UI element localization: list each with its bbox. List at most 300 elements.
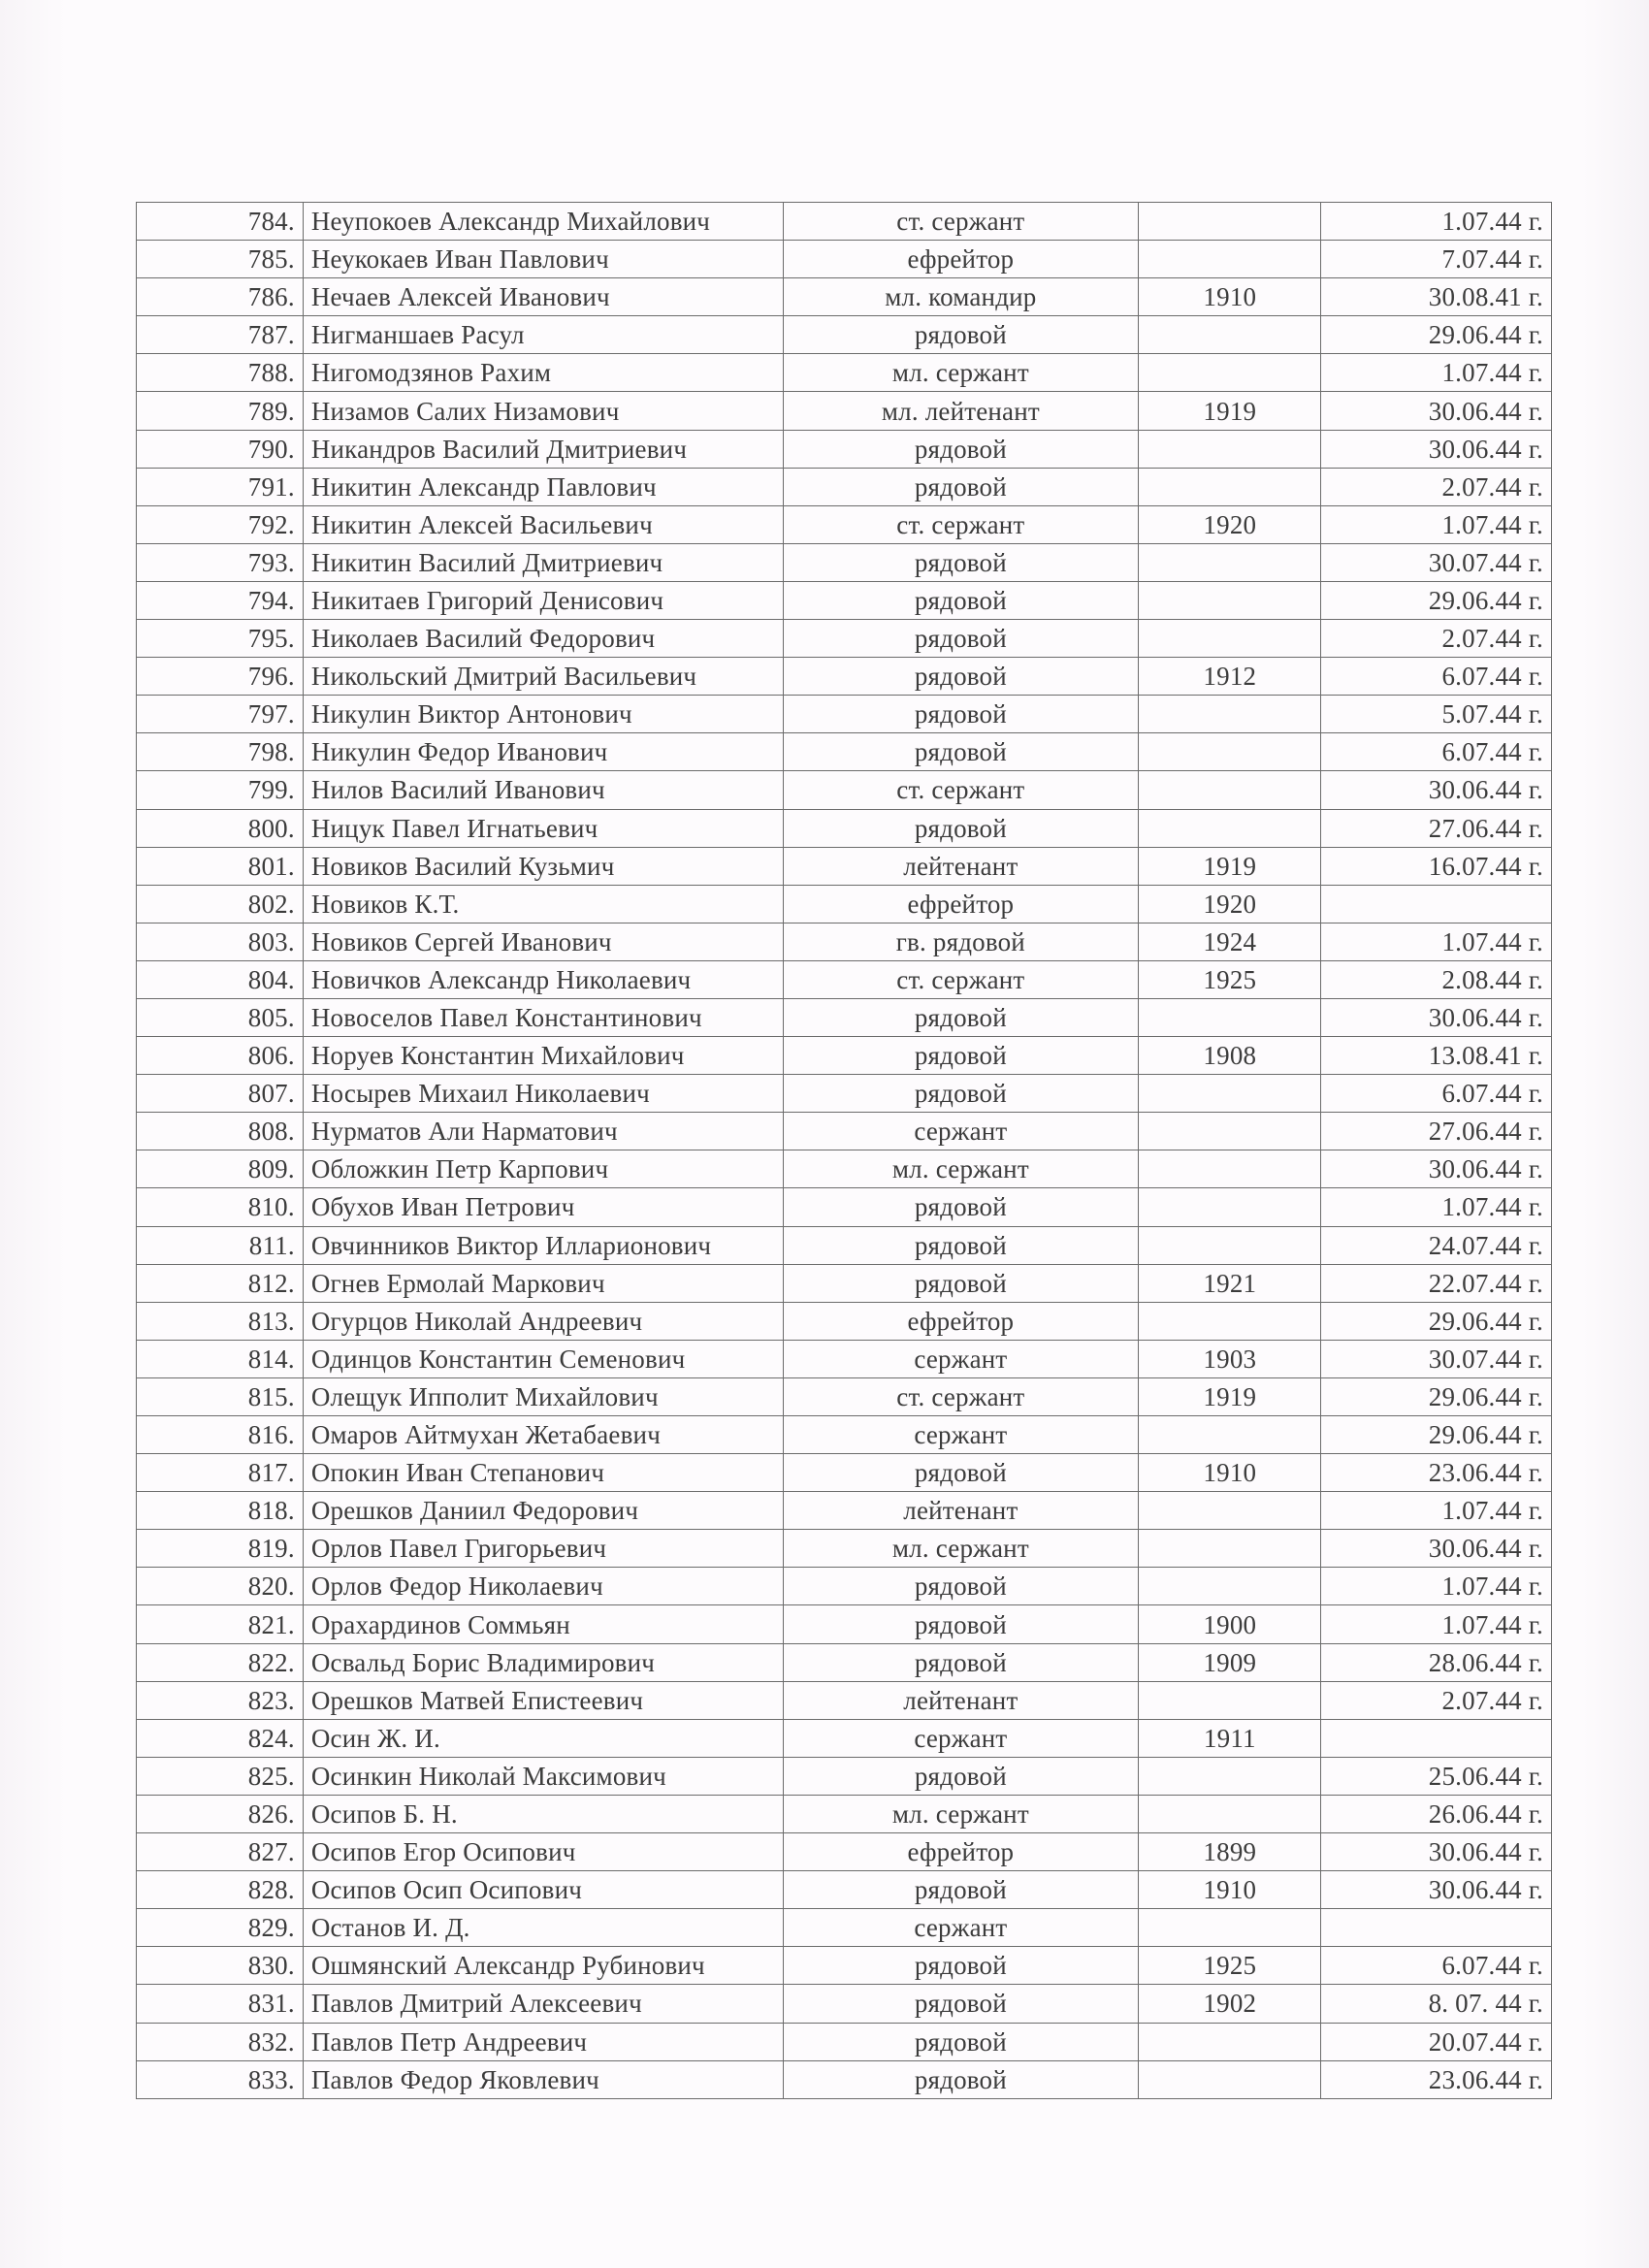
birth-year — [1139, 1530, 1321, 1568]
military-rank: сержант — [783, 1113, 1139, 1150]
person-name: Нечаев Алексей Иванович — [303, 278, 783, 316]
table-row — [137, 354, 1552, 392]
birth-year — [1139, 468, 1321, 505]
row-number: 809. — [137, 1150, 304, 1188]
date-cell: 27.06.44 г. — [1321, 809, 1552, 847]
row-number: 824. — [137, 1719, 304, 1757]
birth-year — [1139, 1188, 1321, 1226]
date-cell: 2.08.44 г. — [1321, 960, 1552, 998]
person-name: Никулин Федор Иванович — [303, 733, 783, 771]
birth-year — [1139, 733, 1321, 771]
birth-year: 1920 — [1139, 505, 1321, 543]
table-row — [137, 1492, 1552, 1530]
military-rank: ефрейтор — [783, 885, 1139, 923]
row-number: 791. — [137, 468, 304, 505]
table-row — [137, 847, 1552, 885]
military-rank: сержант — [783, 1416, 1139, 1454]
birth-year — [1139, 1568, 1321, 1605]
date-cell: 30.07.44 г. — [1321, 543, 1552, 581]
birth-year: 1919 — [1139, 392, 1321, 430]
row-number: 785. — [137, 241, 304, 278]
table-row — [137, 203, 1552, 241]
row-number: 790. — [137, 430, 304, 468]
date-cell: 24.07.44 г. — [1321, 1226, 1552, 1264]
table-row — [137, 998, 1552, 1036]
person-name: Осин Ж. И. — [303, 1719, 783, 1757]
table-row — [137, 1681, 1552, 1719]
birth-year: 1910 — [1139, 1871, 1321, 1909]
row-number: 788. — [137, 354, 304, 392]
row-number: 804. — [137, 960, 304, 998]
date-cell: 6.07.44 г. — [1321, 1075, 1552, 1113]
birth-year — [1139, 1795, 1321, 1832]
birth-year — [1139, 581, 1321, 619]
person-name: Огнев Ермолай Маркович — [303, 1264, 783, 1302]
person-name: Нилов Василий Иванович — [303, 771, 783, 809]
date-cell: 2.07.44 г. — [1321, 468, 1552, 505]
table-row — [137, 1909, 1552, 1947]
row-number: 794. — [137, 581, 304, 619]
table-row — [137, 1605, 1552, 1643]
birth-year — [1139, 354, 1321, 392]
table-row — [137, 241, 1552, 278]
birth-year — [1139, 1226, 1321, 1264]
date-cell: 13.08.41 г. — [1321, 1037, 1552, 1075]
military-rank: рядовой — [783, 696, 1139, 733]
date-cell: 30.06.44 г. — [1321, 392, 1552, 430]
date-cell: 30.06.44 г. — [1321, 430, 1552, 468]
person-name: Олещук Ипполит Михайлович — [303, 1377, 783, 1415]
person-name: Никитаев Григорий Денисович — [303, 581, 783, 619]
table-row — [137, 505, 1552, 543]
person-name: Никитин Алексей Васильевич — [303, 505, 783, 543]
row-number: 805. — [137, 998, 304, 1036]
date-cell — [1321, 885, 1552, 923]
military-rank: лейтенант — [783, 1681, 1139, 1719]
row-number: 787. — [137, 316, 304, 354]
row-number: 795. — [137, 620, 304, 658]
row-number: 786. — [137, 278, 304, 316]
person-name: Носырев Михаил Николаевич — [303, 1075, 783, 1113]
person-name: Павлов Дмитрий Алексеевич — [303, 1985, 783, 2023]
row-number: 832. — [137, 2023, 304, 2060]
birth-year: 1925 — [1139, 960, 1321, 998]
table-row — [137, 1757, 1552, 1795]
row-number: 828. — [137, 1871, 304, 1909]
military-rank: ефрейтор — [783, 1302, 1139, 1340]
date-cell: 30.08.41 г. — [1321, 278, 1552, 316]
military-rank: рядовой — [783, 1605, 1139, 1643]
table-row — [137, 430, 1552, 468]
person-name: Ницук Павел Игнатьевич — [303, 809, 783, 847]
row-number: 806. — [137, 1037, 304, 1075]
person-name: Новиков К.Т. — [303, 885, 783, 923]
person-name: Никулин Виктор Антонович — [303, 696, 783, 733]
table-row — [137, 1530, 1552, 1568]
birth-year: 1925 — [1139, 1947, 1321, 1985]
date-cell: 29.06.44 г. — [1321, 1377, 1552, 1415]
birth-year: 1912 — [1139, 658, 1321, 696]
table-row — [137, 1150, 1552, 1188]
military-rank: сержант — [783, 1340, 1139, 1377]
military-rank: ст. сержант — [783, 1377, 1139, 1415]
row-number: 823. — [137, 1681, 304, 1719]
table-row — [137, 620, 1552, 658]
birth-year — [1139, 1113, 1321, 1150]
row-number: 807. — [137, 1075, 304, 1113]
person-name: Никольский Дмитрий Васильевич — [303, 658, 783, 696]
table-row — [137, 1833, 1552, 1871]
table-row — [137, 278, 1552, 316]
military-rank: рядовой — [783, 1454, 1139, 1492]
table-row — [137, 468, 1552, 505]
person-name: Низамов Салих Низамович — [303, 392, 783, 430]
date-cell: 1.07.44 г. — [1321, 1605, 1552, 1643]
date-cell: 30.06.44 г. — [1321, 1150, 1552, 1188]
row-number: 796. — [137, 658, 304, 696]
military-rank: мл. сержант — [783, 1150, 1139, 1188]
date-cell: 1.07.44 г. — [1321, 505, 1552, 543]
birth-year — [1139, 2023, 1321, 2060]
person-name: Обложкин Петр Карпович — [303, 1150, 783, 1188]
table-row — [137, 1113, 1552, 1150]
military-rank: гв. рядовой — [783, 923, 1139, 960]
date-cell: 30.07.44 г. — [1321, 1340, 1552, 1377]
military-rank: рядовой — [783, 658, 1139, 696]
person-name: Огурцов Николай Андреевич — [303, 1302, 783, 1340]
birth-year: 1911 — [1139, 1719, 1321, 1757]
row-number: 829. — [137, 1909, 304, 1947]
military-rank: ст. сержант — [783, 960, 1139, 998]
military-rank: рядовой — [783, 543, 1139, 581]
date-cell: 6.07.44 г. — [1321, 1947, 1552, 1985]
birth-year — [1139, 316, 1321, 354]
birth-year — [1139, 543, 1321, 581]
row-number: 792. — [137, 505, 304, 543]
date-cell: 29.06.44 г. — [1321, 1302, 1552, 1340]
person-name: Орешков Даниил Федорович — [303, 1492, 783, 1530]
table-row — [137, 1947, 1552, 1985]
date-cell: 30.06.44 г. — [1321, 1833, 1552, 1871]
row-number: 801. — [137, 847, 304, 885]
person-name: Николаев Василий Федорович — [303, 620, 783, 658]
birth-year — [1139, 430, 1321, 468]
table-row — [137, 923, 1552, 960]
person-name: Ошмянский Александр Рубинович — [303, 1947, 783, 1985]
military-rank: рядовой — [783, 2023, 1139, 2060]
date-cell: 30.06.44 г. — [1321, 771, 1552, 809]
table-row — [137, 392, 1552, 430]
row-number: 827. — [137, 1833, 304, 1871]
table-row — [137, 1302, 1552, 1340]
date-cell: 29.06.44 г. — [1321, 581, 1552, 619]
military-rank: рядовой — [783, 1264, 1139, 1302]
date-cell: 1.07.44 г. — [1321, 1188, 1552, 1226]
table-row — [137, 771, 1552, 809]
military-rank: мл. сержант — [783, 354, 1139, 392]
row-number: 831. — [137, 1985, 304, 2023]
row-number: 802. — [137, 885, 304, 923]
person-name: Никитин Василий Дмитриевич — [303, 543, 783, 581]
person-name: Одинцов Константин Семенович — [303, 1340, 783, 1377]
person-name: Неукокаев Иван Павлович — [303, 241, 783, 278]
date-cell: 29.06.44 г. — [1321, 1416, 1552, 1454]
military-rank: ст. сержант — [783, 203, 1139, 241]
birth-year — [1139, 1416, 1321, 1454]
date-cell — [1321, 1909, 1552, 1947]
military-rank: рядовой — [783, 620, 1139, 658]
military-rank: мл. сержант — [783, 1795, 1139, 1832]
row-number: 811. — [137, 1226, 304, 1264]
row-number: 822. — [137, 1643, 304, 1681]
person-name: Никитин Александр Павлович — [303, 468, 783, 505]
date-cell: 30.06.44 г. — [1321, 1530, 1552, 1568]
person-name: Осипов Егор Осипович — [303, 1833, 783, 1871]
military-rank: рядовой — [783, 1188, 1139, 1226]
table-row — [137, 696, 1552, 733]
row-number: 789. — [137, 392, 304, 430]
military-rank: сержант — [783, 1909, 1139, 1947]
person-name: Орлов Павел Григорьевич — [303, 1530, 783, 1568]
row-number: 814. — [137, 1340, 304, 1377]
birth-year: 1910 — [1139, 278, 1321, 316]
person-name: Овчинников Виктор Илларионович — [303, 1226, 783, 1264]
row-number: 820. — [137, 1568, 304, 1605]
birth-year: 1919 — [1139, 847, 1321, 885]
military-rank: сержант — [783, 1719, 1139, 1757]
table-row — [137, 885, 1552, 923]
row-number: 821. — [137, 1605, 304, 1643]
table-row — [137, 1340, 1552, 1377]
military-rank: рядовой — [783, 1871, 1139, 1909]
person-name: Омаров Айтмухан Жетабаевич — [303, 1416, 783, 1454]
table-row — [137, 2060, 1552, 2098]
birth-year — [1139, 998, 1321, 1036]
row-number: 799. — [137, 771, 304, 809]
row-number: 825. — [137, 1757, 304, 1795]
row-number: 797. — [137, 696, 304, 733]
date-cell: 1.07.44 г. — [1321, 203, 1552, 241]
military-rank: мл. сержант — [783, 1530, 1139, 1568]
military-rank: мл. командир — [783, 278, 1139, 316]
military-rank: ст. сержант — [783, 771, 1139, 809]
table-row — [137, 1795, 1552, 1832]
table-row — [137, 1985, 1552, 2023]
birth-year: 1903 — [1139, 1340, 1321, 1377]
row-number: 833. — [137, 2060, 304, 2098]
military-rank: рядовой — [783, 1947, 1139, 1985]
military-rank: лейтенант — [783, 1492, 1139, 1530]
birth-year — [1139, 1681, 1321, 1719]
birth-year: 1919 — [1139, 1377, 1321, 1415]
person-name: Орахардинов Соммьян — [303, 1605, 783, 1643]
birth-year — [1139, 2060, 1321, 2098]
date-cell: 22.07.44 г. — [1321, 1264, 1552, 1302]
date-cell: 16.07.44 г. — [1321, 847, 1552, 885]
row-number: 818. — [137, 1492, 304, 1530]
table-row — [137, 733, 1552, 771]
birth-year: 1909 — [1139, 1643, 1321, 1681]
date-cell: 27.06.44 г. — [1321, 1113, 1552, 1150]
military-rank: рядовой — [783, 1985, 1139, 2023]
birth-year: 1920 — [1139, 885, 1321, 923]
row-number: 819. — [137, 1530, 304, 1568]
table-row — [137, 1871, 1552, 1909]
birth-year: 1921 — [1139, 1264, 1321, 1302]
military-rank: рядовой — [783, 1643, 1139, 1681]
person-name: Нигманшаев Расул — [303, 316, 783, 354]
table-row — [137, 1226, 1552, 1264]
date-cell: 30.06.44 г. — [1321, 998, 1552, 1036]
birth-year: 1910 — [1139, 1454, 1321, 1492]
person-name: Павлов Петр Андреевич — [303, 2023, 783, 2060]
date-cell: 1.07.44 г. — [1321, 1568, 1552, 1605]
person-name: Неупокоев Александр Михайлович — [303, 203, 783, 241]
table-row — [137, 658, 1552, 696]
person-name: Осинкин Николай Максимович — [303, 1757, 783, 1795]
date-cell: 8. 07. 44 г. — [1321, 1985, 1552, 2023]
row-number: 813. — [137, 1302, 304, 1340]
date-cell: 25.06.44 г. — [1321, 1757, 1552, 1795]
table-row — [137, 543, 1552, 581]
military-rank: рядовой — [783, 733, 1139, 771]
table-row — [137, 1643, 1552, 1681]
military-rank: рядовой — [783, 809, 1139, 847]
casualty-roster-table — [136, 202, 1552, 2099]
row-number: 810. — [137, 1188, 304, 1226]
person-name: Нигомодзянов Рахим — [303, 354, 783, 392]
military-rank: рядовой — [783, 1568, 1139, 1605]
person-name: Осипов Б. Н. — [303, 1795, 783, 1832]
military-rank: рядовой — [783, 2060, 1139, 2098]
row-number: 817. — [137, 1454, 304, 1492]
military-rank: рядовой — [783, 1075, 1139, 1113]
birth-year — [1139, 1909, 1321, 1947]
table-row — [137, 2023, 1552, 2060]
row-number: 793. — [137, 543, 304, 581]
person-name: Нурматов Али Нарматович — [303, 1113, 783, 1150]
date-cell: 30.06.44 г. — [1321, 1871, 1552, 1909]
date-cell: 26.06.44 г. — [1321, 1795, 1552, 1832]
date-cell: 1.07.44 г. — [1321, 354, 1552, 392]
birth-year: 1900 — [1139, 1605, 1321, 1643]
person-name: Новиков Василий Кузьмич — [303, 847, 783, 885]
person-name: Новичков Александр Николаевич — [303, 960, 783, 998]
date-cell: 23.06.44 г. — [1321, 1454, 1552, 1492]
date-cell: 6.07.44 г. — [1321, 658, 1552, 696]
table-row — [137, 1188, 1552, 1226]
person-name: Останов И. Д. — [303, 1909, 783, 1947]
person-name: Обухов Иван Петрович — [303, 1188, 783, 1226]
military-rank: рядовой — [783, 316, 1139, 354]
military-rank: рядовой — [783, 581, 1139, 619]
table-row — [137, 1264, 1552, 1302]
military-rank: рядовой — [783, 1226, 1139, 1264]
person-name: Освальд Борис Владимирович — [303, 1643, 783, 1681]
row-number: 830. — [137, 1947, 304, 1985]
date-cell: 1.07.44 г. — [1321, 923, 1552, 960]
row-number: 800. — [137, 809, 304, 847]
table-row — [137, 809, 1552, 847]
military-rank: мл. лейтенант — [783, 392, 1139, 430]
birth-year — [1139, 1150, 1321, 1188]
table-row — [137, 1037, 1552, 1075]
row-number: 803. — [137, 923, 304, 960]
date-cell: 7.07.44 г. — [1321, 241, 1552, 278]
date-cell: 6.07.44 г. — [1321, 733, 1552, 771]
birth-year — [1139, 696, 1321, 733]
table-row — [137, 1377, 1552, 1415]
military-rank: рядовой — [783, 468, 1139, 505]
table-row — [137, 960, 1552, 998]
birth-year: 1902 — [1139, 1985, 1321, 2023]
row-number: 784. — [137, 203, 304, 241]
birth-year — [1139, 620, 1321, 658]
birth-year — [1139, 1075, 1321, 1113]
military-rank: лейтенант — [783, 847, 1139, 885]
row-number: 815. — [137, 1377, 304, 1415]
table-row — [137, 1454, 1552, 1492]
birth-year — [1139, 241, 1321, 278]
date-cell — [1321, 1719, 1552, 1757]
birth-year — [1139, 1757, 1321, 1795]
person-name: Никандров Василий Дмитриевич — [303, 430, 783, 468]
date-cell: 20.07.44 г. — [1321, 2023, 1552, 2060]
row-number: 826. — [137, 1795, 304, 1832]
date-cell: 28.06.44 г. — [1321, 1643, 1552, 1681]
military-rank: ефрейтор — [783, 241, 1139, 278]
date-cell: 5.07.44 г. — [1321, 696, 1552, 733]
person-name: Осипов Осип Осипович — [303, 1871, 783, 1909]
person-name: Павлов Федор Яковлевич — [303, 2060, 783, 2098]
date-cell: 2.07.44 г. — [1321, 1681, 1552, 1719]
roster-body — [137, 203, 1552, 2099]
military-rank: ефрейтор — [783, 1833, 1139, 1871]
military-rank: рядовой — [783, 998, 1139, 1036]
person-name: Орлов Федор Николаевич — [303, 1568, 783, 1605]
person-name: Опокин Иван Степанович — [303, 1454, 783, 1492]
date-cell: 23.06.44 г. — [1321, 2060, 1552, 2098]
table-row — [137, 1719, 1552, 1757]
row-number: 798. — [137, 733, 304, 771]
table-row — [137, 581, 1552, 619]
person-name: Орешков Матвей Епистеевич — [303, 1681, 783, 1719]
table-row — [137, 1568, 1552, 1605]
birth-year — [1139, 809, 1321, 847]
military-rank: рядовой — [783, 1757, 1139, 1795]
birth-year — [1139, 1302, 1321, 1340]
person-name: Норуев Константин Михайлович — [303, 1037, 783, 1075]
date-cell: 1.07.44 г. — [1321, 1492, 1552, 1530]
table-row — [137, 316, 1552, 354]
person-name: Новиков Сергей Иванович — [303, 923, 783, 960]
birth-year: 1908 — [1139, 1037, 1321, 1075]
birth-year — [1139, 1492, 1321, 1530]
date-cell: 29.06.44 г. — [1321, 316, 1552, 354]
row-number: 816. — [137, 1416, 304, 1454]
military-rank: рядовой — [783, 1037, 1139, 1075]
row-number: 812. — [137, 1264, 304, 1302]
birth-year: 1924 — [1139, 923, 1321, 960]
date-cell: 2.07.44 г. — [1321, 620, 1552, 658]
military-rank: рядовой — [783, 430, 1139, 468]
row-number: 808. — [137, 1113, 304, 1150]
military-rank: ст. сержант — [783, 505, 1139, 543]
birth-year — [1139, 203, 1321, 241]
birth-year — [1139, 771, 1321, 809]
person-name: Новоселов Павел Константинович — [303, 998, 783, 1036]
table-row — [137, 1416, 1552, 1454]
